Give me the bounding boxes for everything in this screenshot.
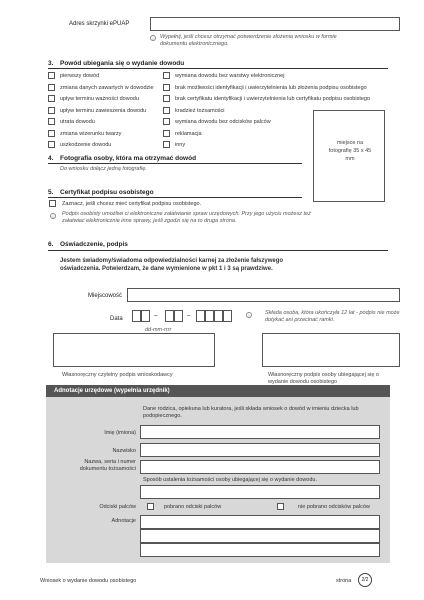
place-input[interactable] bbox=[127, 288, 400, 302]
guardian-note: Dane rodzica, opiekuna lub kuratora, jeśli składa wniosek o dowód w imieniu dziecka lub podopiecznego. bbox=[143, 406, 359, 419]
date-digit-box[interactable] bbox=[141, 310, 150, 322]
identity-method-label: Sposób ustalenia tożsamości osoby ubiegającej się o wydanie dowodu. bbox=[143, 477, 317, 483]
date-digit-box[interactable] bbox=[196, 310, 205, 322]
office-title: Adnotacje urzędowe (wypełnia urzędnik) bbox=[54, 387, 170, 394]
date-digit-box[interactable] bbox=[214, 310, 223, 322]
notes-line-2[interactable] bbox=[140, 529, 380, 543]
first-name-input[interactable] bbox=[140, 425, 380, 439]
reason-left-label: uszkodzenie dowodu bbox=[60, 142, 112, 148]
photo-box bbox=[313, 110, 385, 202]
office-header bbox=[46, 385, 390, 397]
reason-right-checkbox[interactable] bbox=[163, 84, 170, 91]
section-5-rule bbox=[48, 197, 302, 198]
reason-right-label: brak możliwości identyfikacji i uwierzytelnienia lub złożenia podpisu osobistego bbox=[175, 84, 367, 91]
epuap-input[interactable] bbox=[150, 17, 400, 31]
reason-left-label: upływ terminu ważności dowodu bbox=[60, 96, 139, 102]
reason-right-label: kradzież tożsamości bbox=[175, 107, 225, 114]
reason-left-checkbox[interactable] bbox=[48, 95, 55, 102]
reason-right-checkbox[interactable] bbox=[163, 141, 170, 148]
section-6-title: Oświadczenie, podpis bbox=[60, 241, 128, 248]
reason-right-label: brak certyfikatu identyfikacji i uwierzytelnienia lub certyfikatu podpisu osobistego bbox=[175, 96, 371, 102]
id-document-input[interactable] bbox=[140, 460, 380, 474]
date-digit-box[interactable] bbox=[165, 310, 174, 322]
footer-form-title: Wniosek o wydanie dowodu osobistego bbox=[40, 578, 137, 584]
info-icon: i bbox=[50, 213, 56, 219]
section-4-title: Fotografia osoby, która ma otrzymać dowód bbox=[60, 155, 197, 162]
photo-placeholder-text: miejsce na fotografię 35 x 45 mm bbox=[328, 140, 372, 162]
holder-signature-box[interactable] bbox=[262, 333, 400, 367]
page-number-badge: 2/2 bbox=[358, 573, 372, 587]
identity-method-input[interactable] bbox=[140, 485, 380, 499]
applicant-signature-label: Własnoręczny czytelny podpis wnioskodawcy bbox=[62, 372, 173, 378]
info-icon: i bbox=[246, 312, 252, 318]
reason-left-label: upływ terminu zawieszenia dowodu bbox=[60, 107, 147, 114]
date-digit-box[interactable] bbox=[132, 310, 141, 322]
section-5-number: 5. bbox=[48, 189, 54, 196]
notes-line-3[interactable] bbox=[140, 543, 380, 557]
declaration-statement: Jestem świadomy/świadoma odpowiedzialności karnej za złożenie fałszywego oświadczenia. Potwierdzam, że dane wymienione w pkt 1 i 3 są prawdziwe. bbox=[60, 258, 284, 272]
place-label: Miejscowość bbox=[88, 293, 123, 299]
notes-line-1[interactable] bbox=[140, 515, 380, 529]
certificate-option-label: Zaznacz, jeśli chcesz mieć certyfikat podpisu osobistego. bbox=[62, 201, 202, 207]
reason-right-checkbox[interactable] bbox=[163, 130, 170, 137]
reason-right-label: reklamacja bbox=[175, 130, 202, 137]
date-separator: – bbox=[154, 313, 158, 319]
fingerprints-taken-label: pobrano odciski palców bbox=[164, 504, 222, 510]
holder-signature-label: Własnoręczny podpis osoby ubiegającej się o wydanie dowodu osobistego bbox=[268, 372, 379, 385]
date-digit-box[interactable] bbox=[205, 310, 214, 322]
reason-left-label: zmiana wizerunku twarzy bbox=[60, 130, 122, 137]
fingerprints-not-taken-checkbox[interactable] bbox=[277, 503, 284, 510]
reason-left-label: pierwszy dowód bbox=[60, 73, 100, 79]
section-4-rule bbox=[48, 163, 302, 164]
reason-right-label: wymiana dowodu bez odcisków palców bbox=[175, 119, 271, 125]
fingerprints-taken-checkbox[interactable] bbox=[147, 503, 154, 510]
section-4-hint: Do wniosku dołącz jedną fotografię. bbox=[60, 166, 147, 172]
section-3-number: 3. bbox=[48, 60, 54, 67]
applicant-signature-box[interactable] bbox=[53, 333, 215, 367]
notes-label: Adnotacje bbox=[111, 518, 136, 524]
reason-left-checkbox[interactable] bbox=[48, 141, 55, 148]
reason-right-label: wymiana dowodu bez warstwy elektronicznej bbox=[175, 73, 285, 79]
section-4-number: 4. bbox=[48, 155, 54, 162]
reason-right-checkbox[interactable] bbox=[163, 72, 170, 79]
reason-right-checkbox[interactable] bbox=[163, 107, 170, 114]
fingerprints-not-taken-label: nie pobrano odcisków palców bbox=[298, 504, 370, 510]
reason-left-label: zmiana danych zawartych w dowodzie bbox=[60, 84, 154, 91]
info-icon: i bbox=[150, 35, 156, 41]
epuap-label: Adres skrzynki ePUAP bbox=[69, 21, 130, 27]
section-5-title: Certyfikat podpisu osobistego bbox=[60, 189, 154, 196]
reason-left-label: utrata dowodu bbox=[60, 119, 95, 125]
epuap-hint: Wypełnij, jeśli chcesz otrzymać potwierdzenie złożenia wniosku w formie dokumentu elektronicznego. bbox=[160, 34, 337, 47]
reason-left-checkbox[interactable] bbox=[48, 118, 55, 125]
id-document-label: Nazwa, seria i numer dokumentu tożsamości bbox=[79, 459, 136, 472]
section-3-title: Powód ubiegania się o wydanie dowodu bbox=[60, 60, 185, 67]
footer-page-label: strona bbox=[336, 578, 352, 584]
reason-right-label: inny bbox=[175, 142, 186, 148]
certificate-checkbox[interactable] bbox=[49, 200, 56, 207]
reason-left-checkbox[interactable] bbox=[48, 72, 55, 79]
reason-left-checkbox[interactable] bbox=[48, 84, 55, 91]
fingerprints-label: Odciski palców bbox=[99, 504, 136, 510]
first-name-label: Imię (imiona) bbox=[104, 430, 136, 436]
last-name-label: Nazwisko bbox=[112, 448, 136, 454]
section-3-rule bbox=[48, 68, 388, 69]
age-hint: Składa osoba, która ukończyła 12 lat - podpis nie może dotykać ani przecinać ramki. bbox=[265, 310, 400, 323]
date-separator: – bbox=[187, 313, 191, 319]
reason-left-checkbox[interactable] bbox=[48, 130, 55, 137]
date-label: Data bbox=[110, 316, 123, 322]
reason-right-checkbox[interactable] bbox=[163, 118, 170, 125]
section-6-number: 6. bbox=[48, 241, 54, 248]
section-5-hint: Podpis osobisty umożliwi ci elektroniczne załatwianie spraw urzędowych. Przy jego użyciu możesz też załatwiać elektronicznie inne sprawy, jeśli zgodzi się na to druga strona. bbox=[62, 211, 311, 224]
date-digit-box[interactable] bbox=[223, 310, 232, 322]
date-format-hint: dd-mm-rrrr bbox=[145, 327, 172, 333]
reason-left-checkbox[interactable] bbox=[48, 107, 55, 114]
last-name-input[interactable] bbox=[140, 443, 380, 457]
section-6-rule bbox=[48, 250, 388, 251]
reason-right-checkbox[interactable] bbox=[163, 95, 170, 102]
date-digit-box[interactable] bbox=[174, 310, 183, 322]
